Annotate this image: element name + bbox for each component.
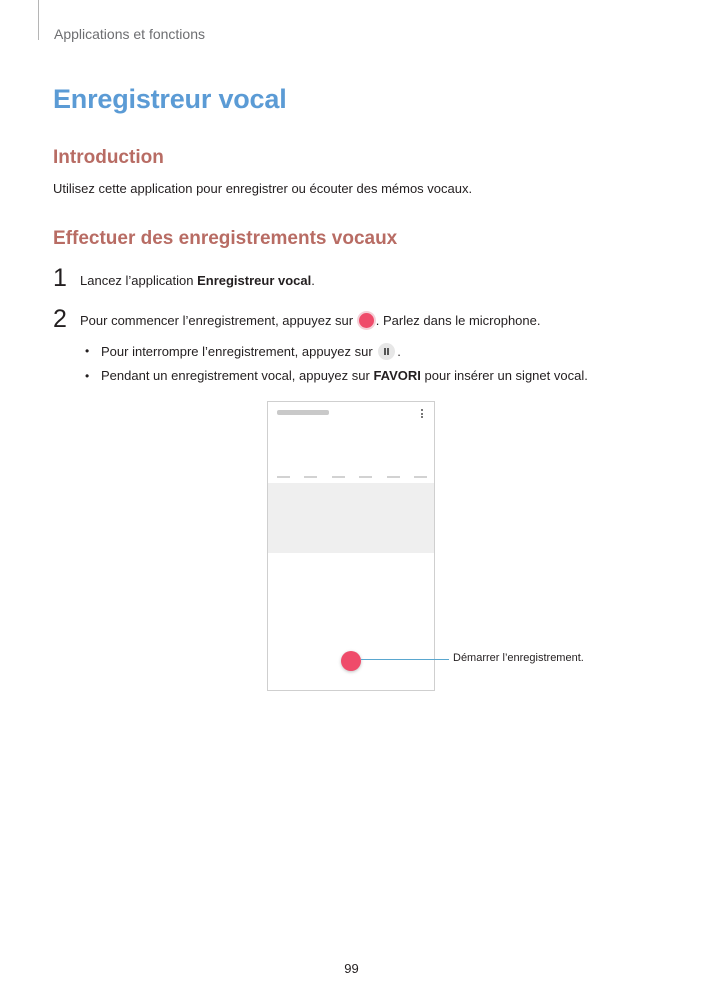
introduction-heading: Introduction bbox=[53, 147, 164, 168]
page-number: 99 bbox=[344, 961, 359, 976]
pause-button-icon bbox=[378, 343, 395, 360]
bullet-1-pre: Pour interrompre l’enregistrement, appuyez sur bbox=[101, 344, 377, 359]
recording-heading: Effectuer des enregistrements vocaux bbox=[53, 228, 398, 249]
phone-record-button-icon bbox=[341, 651, 361, 671]
bullet-2-text bbox=[101, 368, 588, 383]
step-1-pre: Lancez l’application bbox=[80, 273, 198, 288]
step-1-app-name: Enregistreur vocal bbox=[197, 273, 312, 288]
introduction-text: Utilisez cette application pour enregistrer ou écouter des mémos vocaux. bbox=[53, 181, 473, 196]
step-2-text bbox=[80, 313, 541, 328]
phone-screenshot bbox=[267, 401, 435, 691]
phone-timeline-ticks bbox=[277, 476, 427, 479]
bullet-1-post: . bbox=[397, 344, 401, 359]
bullet-1-text bbox=[101, 343, 401, 360]
phone-waveform-area bbox=[268, 483, 434, 553]
callout-line bbox=[361, 659, 449, 660]
record-button-icon bbox=[359, 313, 374, 328]
step-2-number: 2 bbox=[53, 305, 67, 333]
step-1-text bbox=[80, 273, 315, 288]
bullet-2-favori: FAVORI bbox=[373, 368, 421, 383]
more-options-icon bbox=[421, 409, 423, 418]
bullet-2-mark: • bbox=[85, 369, 90, 383]
running-header: Applications et fonctions bbox=[54, 26, 205, 42]
page-title: Enregistreur vocal bbox=[53, 84, 287, 114]
step-1-number: 1 bbox=[53, 264, 67, 292]
bullet-2-post: pour insérer un signet vocal. bbox=[420, 368, 588, 383]
bullet-2-pre: Pendant un enregistrement vocal, appuyez sur bbox=[101, 368, 374, 383]
bullet-1-mark: • bbox=[85, 344, 90, 358]
callout-label: Démarrer l’enregistrement. bbox=[453, 652, 584, 664]
margin-rule bbox=[38, 0, 39, 40]
step-1-post: . bbox=[311, 273, 315, 288]
step-2-pre: Pour commencer l’enregistrement, appuyez sur bbox=[80, 313, 357, 328]
phone-app-title-bar bbox=[277, 410, 329, 415]
step-2-post: . Parlez dans le microphone. bbox=[375, 313, 541, 328]
